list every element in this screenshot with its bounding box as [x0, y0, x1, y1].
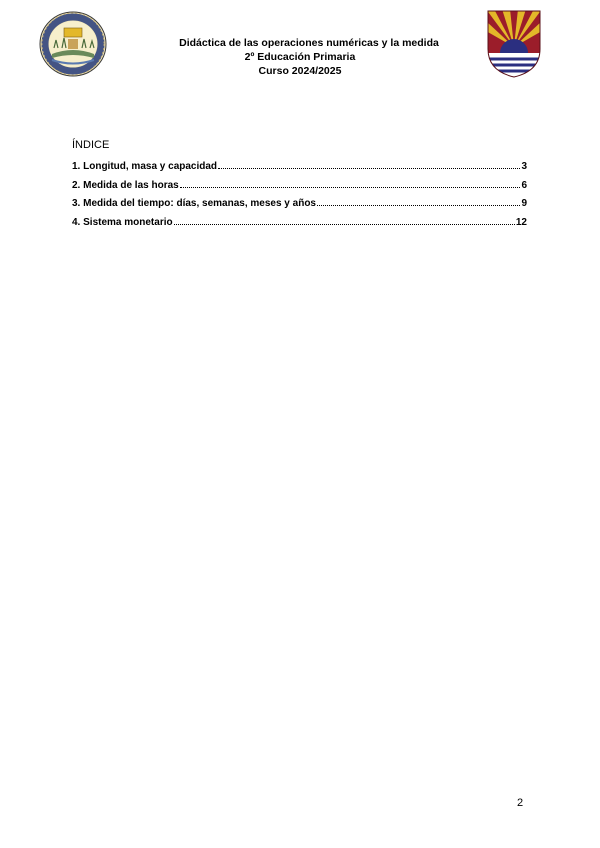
course-year: Curso 2024/2025: [258, 65, 342, 77]
toc-entry-text: 3. Medida del tiempo: días, semanas, meses y años: [72, 198, 316, 209]
university-crest-logo: [486, 9, 542, 79]
toc-dot-leader: [174, 212, 515, 225]
toc-list: [72, 156, 527, 230]
toc-entry-sistema-monetario[interactable]: [72, 212, 527, 231]
toc-entry-page: 12: [515, 216, 527, 228]
document-header: [150, 36, 450, 78]
page-number: 2: [517, 797, 524, 809]
toc-dot-leader: [317, 193, 520, 206]
toc-entry-horas[interactable]: [72, 175, 527, 194]
toc-entry-page: 9: [521, 198, 527, 209]
course-grade: 2º Educación Primaria: [244, 51, 356, 63]
toc-dot-leader: [218, 156, 520, 169]
toc-dot-leader: [180, 175, 521, 188]
course-title: Didáctica de las operaciones numéricas y la medida: [179, 37, 439, 49]
toc-entry-page: 6: [521, 179, 527, 191]
table-of-contents: [72, 138, 527, 230]
toc-entry-text: 1. Longitud, masa y capacidad: [72, 161, 218, 172]
toc-entry-text: 2. Medida de las horas: [72, 179, 179, 191]
toc-entry-longitud[interactable]: [72, 156, 527, 175]
toc-entry-tiempo[interactable]: [72, 193, 527, 212]
toc-entry-page: 3: [521, 161, 527, 172]
toc-entry-text: 4. Sistema monetario: [72, 216, 173, 228]
school-seal-logo: [38, 10, 108, 78]
toc-title: ÍNDICE: [72, 139, 110, 151]
